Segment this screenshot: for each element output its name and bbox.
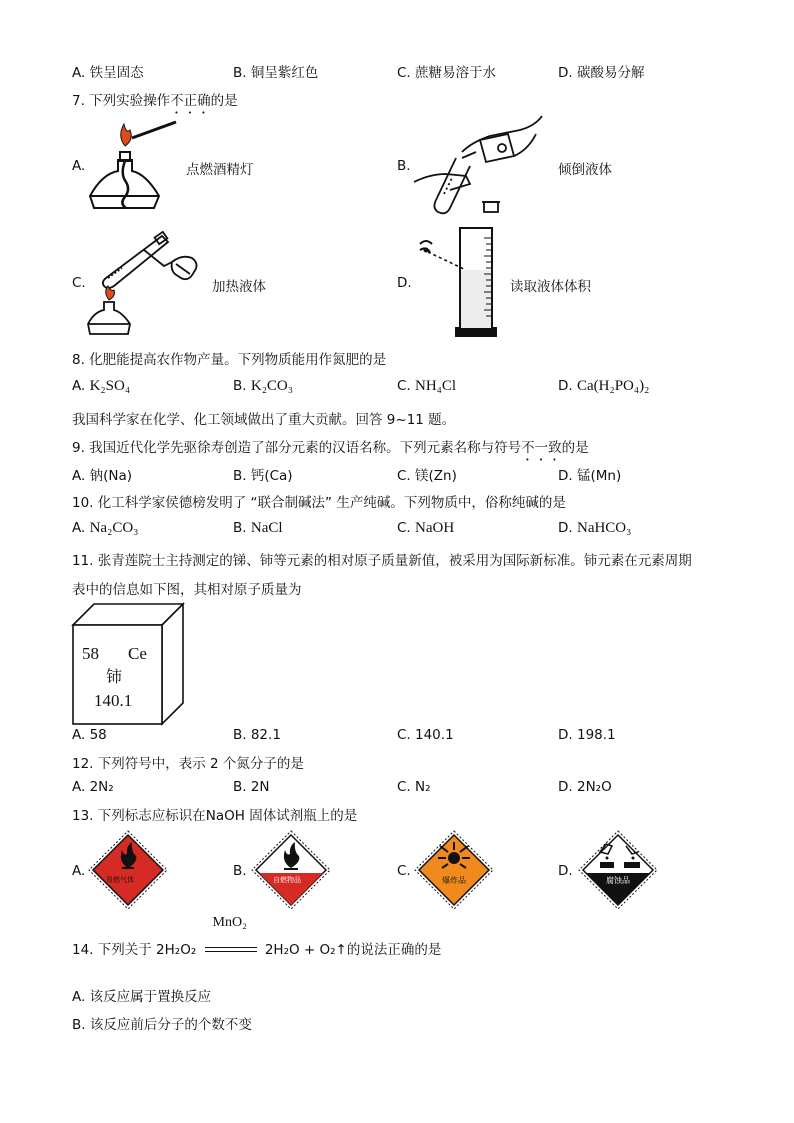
q6-option-d: D. 碳酸易分解	[558, 65, 645, 81]
explosive-sign	[414, 830, 494, 910]
flammable-gas-text: 易燃气体	[106, 876, 134, 884]
tile-symbol: Ce	[128, 644, 147, 663]
tile-atomic-mass: 140.1	[94, 691, 133, 710]
q9-option-a: A. 钠(Na)	[72, 468, 132, 484]
q13-c-label: C.	[397, 863, 411, 879]
spontaneously-combustible-sign	[251, 830, 331, 910]
q9-emphasis: 不一致	[521, 440, 562, 456]
q8-stem: 8. 化肥能提高农作物产量。下列物质能用作氮肥的是	[72, 352, 387, 368]
q12-option-b: B. 2N	[233, 779, 270, 795]
explosive-diamond	[414, 830, 494, 910]
q7-stem: 7. 下列实验操作不正确的是	[72, 93, 238, 109]
corrosive-diamond	[578, 830, 658, 910]
q9-option-c: C. 镁(Zn)	[397, 468, 457, 484]
corrosive-text: 腐蚀品	[606, 876, 630, 885]
q13-b-label: B.	[233, 863, 247, 879]
q14-option-a: A. 该反应属于置换反应	[72, 989, 212, 1005]
q11-stem-line1: 11. 张青莲院士主持测定的锑、铈等元素的相对原子质量新值，被采用为国际新标准。铈元素在元素周期	[72, 553, 692, 569]
q11-stem-line2: 表中的信息如下图，其相对原子质量为	[72, 582, 302, 598]
alcohol-lamp-lighting-illustration	[84, 116, 184, 216]
q10-option-c: C. NaOH	[397, 520, 455, 536]
q7-d-label: D.	[397, 275, 412, 291]
q11-option-b: B. 82.1	[233, 727, 281, 743]
q13-a-label: A.	[72, 863, 86, 879]
q12-stem: 12. 下列符号中，表示 2 个氮分子的是	[72, 756, 304, 772]
q12-option-a: A. 2N₂	[72, 779, 114, 795]
element-tile-cerium	[72, 603, 184, 725]
intro-9-11: 我国科学家在化学、化工领域做出了重大贡献。回答 9~11 题。	[72, 412, 456, 428]
q7-emphasis: 不正确	[170, 93, 211, 109]
heating-liquid-illustration	[84, 228, 209, 338]
q10-option-d: D. NaHCO₃	[558, 520, 632, 536]
q9-stem: 9. 我国近代化学先驱徐寿创造了部分元素的汉语名称。下列元素名称与符号不一致的是	[72, 440, 589, 456]
q10-option-b: B. NaCl	[233, 520, 283, 536]
q13-stem: 13. 下列标志应标识在NaOH 固体试剂瓶上的是	[72, 808, 358, 824]
tile-element-name: 铈	[106, 667, 123, 686]
q9-option-d: D. 锰(Mn)	[558, 468, 622, 484]
tile-atomic-number: 58	[82, 644, 99, 663]
q7-a-label: A.	[72, 158, 86, 174]
flammable-gas-sign	[88, 830, 168, 910]
q9-option-b: B. 钙(Ca)	[233, 468, 293, 484]
corrosive-sign	[578, 830, 658, 910]
q10-option-a: A. Na₂CO₃	[72, 520, 139, 536]
q7-a-caption: 点燃酒精灯	[186, 162, 254, 178]
q8-option-a: A. K₂SO₄	[72, 378, 131, 394]
q11-option-a: A. 58	[72, 727, 107, 743]
q14-stem: 14. 下列关于 2H₂O₂ MnO₂ 2H₂O + O₂↑的说法正确的是	[72, 915, 442, 958]
q12-option-d: D. 2N₂O	[558, 779, 612, 795]
q12-option-c: C. N₂	[397, 779, 431, 795]
q8-option-c: C. NH₄Cl	[397, 378, 457, 394]
q6-option-a: A. 铁呈固态	[72, 65, 144, 81]
q10-stem: 10. 化工科学家侯德榜发明了 “联合制碱法” 生产纯碱。下列物质中，俗称纯碱的是	[72, 495, 566, 511]
q8-option-b: B. K₂CO₃	[233, 378, 293, 394]
q7-b-label: B.	[397, 158, 411, 174]
q8-option-d: D. Ca(H₂PO₄)₂	[558, 378, 650, 394]
catalyst-label: MnO₂	[212, 915, 247, 930]
q7-b-caption: 倾倒液体	[558, 162, 612, 178]
q14-option-b: B. 该反应前后分子的个数不变	[72, 1017, 252, 1033]
q13-d-label: D.	[558, 863, 573, 879]
pouring-liquid-illustration	[410, 112, 550, 220]
graduated-cylinder-reading-illustration	[416, 226, 506, 340]
explosive-text: 爆炸品	[442, 876, 466, 885]
spontaneous-combustion-diamond	[251, 830, 331, 910]
reaction-equals-sign	[201, 915, 261, 957]
spontaneous-combustion-text: 自燃物品	[273, 876, 301, 884]
q7-c-label: C.	[72, 275, 86, 291]
q6-option-b: B. 铜呈紫红色	[233, 65, 319, 81]
q7-d-caption: 读取液体体积	[510, 279, 591, 295]
q11-option-c: C. 140.1	[397, 727, 454, 743]
flammable-gas-diamond	[88, 830, 168, 910]
q11-option-d: D. 198.1	[558, 727, 616, 743]
q7-c-caption: 加热液体	[212, 279, 266, 295]
q6-option-c: C. 蔗糖易溶于水	[397, 65, 497, 81]
